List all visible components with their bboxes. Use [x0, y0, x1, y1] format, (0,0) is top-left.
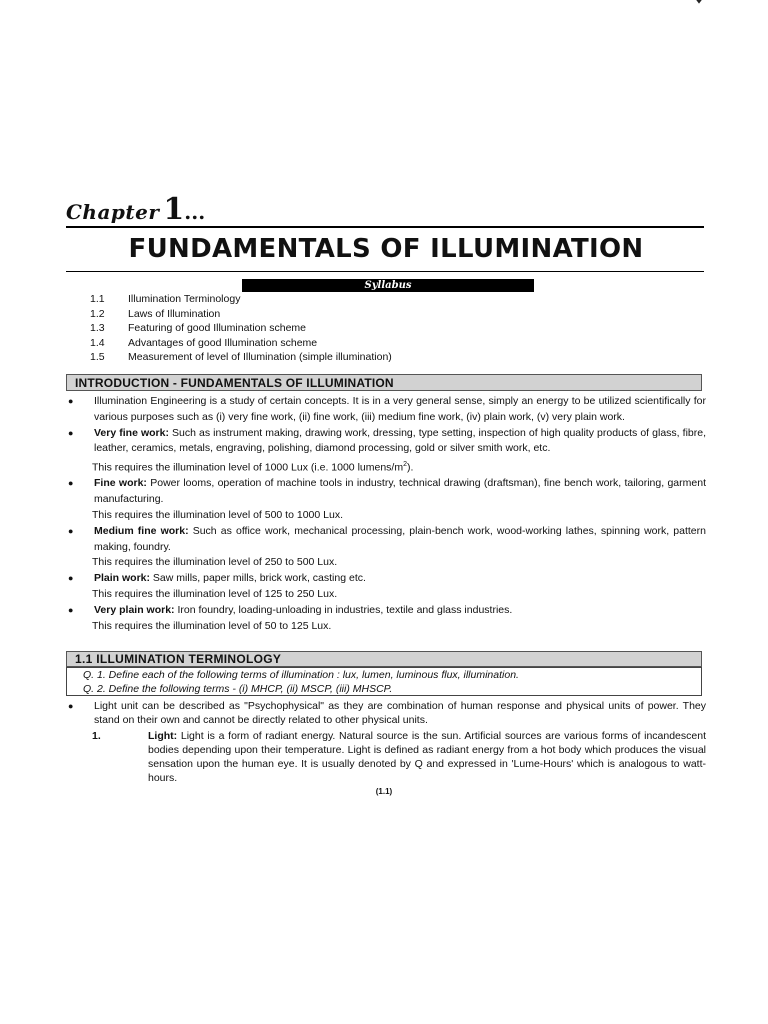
terminology-paragraph: Light unit can be described as "Psychophysical" as they are combination of human response and physical units of power. They stand on their own and cannot be directly related to other physical units. — [94, 700, 706, 726]
work-label: Fine work: — [94, 477, 147, 490]
intro-body — [66, 394, 706, 634]
work-item — [66, 476, 706, 508]
requirement-text: This requires the illumination level of 1000 Lux (i.e. 1000 lumens/m — [92, 461, 404, 474]
intro-bullet — [66, 394, 706, 426]
terminology-bullet — [66, 699, 706, 727]
work-label: Very plain work: — [94, 603, 175, 616]
chapter-number: 1 — [163, 192, 185, 227]
requirement-end: ). — [406, 461, 414, 474]
syllabus-item — [90, 321, 690, 336]
work-label: Very fine work: — [94, 426, 169, 439]
syllabus-item-text: Advantages of good Illumination scheme — [128, 336, 318, 349]
syllabus-item — [90, 350, 690, 365]
page-title: FUNDAMENTALS OF ILLUMINATION — [128, 234, 644, 264]
syllabus-item-text: Featuring of good Illumination scheme — [128, 322, 307, 334]
syllabus-item-number: 1.2 — [90, 307, 105, 320]
page-number: (1.1) — [375, 787, 393, 796]
syllabus-item — [90, 292, 690, 307]
syllabus-label: Syllabus — [242, 279, 534, 292]
chapter-word: Chapter — [66, 200, 160, 224]
syllabus-item-number: 1.4 — [90, 336, 105, 349]
chapter-dots: ... — [184, 200, 206, 224]
work-item — [66, 426, 706, 458]
light-number: 1. — [92, 730, 101, 742]
work-label: Plain work: — [94, 572, 151, 585]
work-text: Power looms, operation of machine tools in industry, technical drawing (draftsman), fine bench work, tailoring, garment manufacturing. — [94, 477, 706, 506]
light-definition — [66, 729, 706, 785]
bullet-icon: ● — [68, 396, 74, 406]
light-text: Light is a form of radiant energy. Natural source is the sun. Artificial sources are various forms of incandescent bodies depending upon their temperature. Light is defined as radiant energy from a hot body which produces the visual sensation upon the human eye. It is usually denoted by Q and expressed in 'Lume-Hours' which is analogous to watt-hours. — [148, 730, 706, 784]
light-label: Light: — [148, 730, 178, 742]
work-requirement: This requires the illumination level of 250 to 500 Lux. — [92, 556, 338, 569]
intro-paragraph: Illumination Engineering is a study of certain concepts. It is in a very general sense, simply an energy to be utilized scientifically for various purposes such as (i) very fine work, (ii) fine work, (iii) medium fine work, (iv) plain work, (v) very plain work. — [94, 395, 706, 423]
syllabus-item — [90, 307, 690, 322]
chapter-heading — [66, 192, 706, 230]
work-requirement — [66, 457, 706, 476]
syllabus-item-number: 1.3 — [90, 322, 105, 334]
bullet-icon: ● — [68, 427, 74, 438]
syllabus-item-text: Illumination Terminology — [128, 293, 241, 305]
question-1: Q. 1. Define each of the following terms of illumination : lux, lumen, luminous flux, illumination. — [83, 669, 519, 681]
work-text: Such as instrument making, drawing work, dressing, type setting, inspection of high quality products of glass, fibre, leather, ceramics, metals, engraving, polishing, diamond processing, gold or silver smith work, etc. — [94, 426, 706, 455]
syllabus-list — [90, 292, 690, 365]
section-heading: 1.1 ILLUMINATION TERMINOLOGY — [66, 651, 702, 667]
bullet-icon: ● — [68, 604, 74, 615]
bullet-icon: ● — [68, 478, 74, 489]
work-requirement: This requires the illumination level of 500 to 1000 Lux. — [92, 509, 343, 522]
syllabus-item-text: Laws of Illumination — [128, 307, 221, 320]
work-text: Such as office work, mechanical processing, plain-bench work, wood-working lathes, spinning work, pattern making, foundry. — [94, 524, 706, 553]
work-item — [66, 603, 706, 619]
bullet-icon: ● — [68, 525, 74, 536]
work-requirement: This requires the illumination level of 125 to 250 Lux. — [92, 588, 338, 601]
syllabus-item-number: 1.1 — [90, 293, 105, 305]
work-text: Saw mills, paper mills, brick work, casting etc. — [150, 572, 366, 585]
syllabus-item — [90, 336, 690, 351]
title-top-rule — [66, 226, 704, 228]
syllabus-item-number: 1.5 — [90, 351, 105, 363]
requirement-superscript: 2 — [403, 461, 407, 469]
work-label: Medium fine work: — [94, 524, 189, 537]
bullet-icon: ● — [68, 573, 74, 584]
terminology-body — [66, 699, 706, 785]
work-item — [66, 524, 706, 556]
corner-decoration-icon — [692, 0, 706, 4]
work-item — [66, 571, 706, 587]
work-requirement: This requires the illumination level of 50 to 125 Lux. — [92, 619, 332, 632]
title-bottom-rule — [66, 271, 704, 272]
question-2: Q. 2. Define the following terms - (i) MHCP, (ii) MSCP, (iii) MHSCP. — [83, 682, 393, 695]
syllabus-item-text: Measurement of level of Illumination (simple illumination) — [128, 351, 392, 363]
intro-heading: INTRODUCTION - FUNDAMENTALS OF ILLUMINATION — [66, 374, 702, 391]
bullet-icon: ● — [68, 701, 74, 711]
question-box — [66, 667, 702, 696]
work-text: Iron foundry, loading-unloading in industries, textile and glass industries. — [174, 603, 513, 616]
